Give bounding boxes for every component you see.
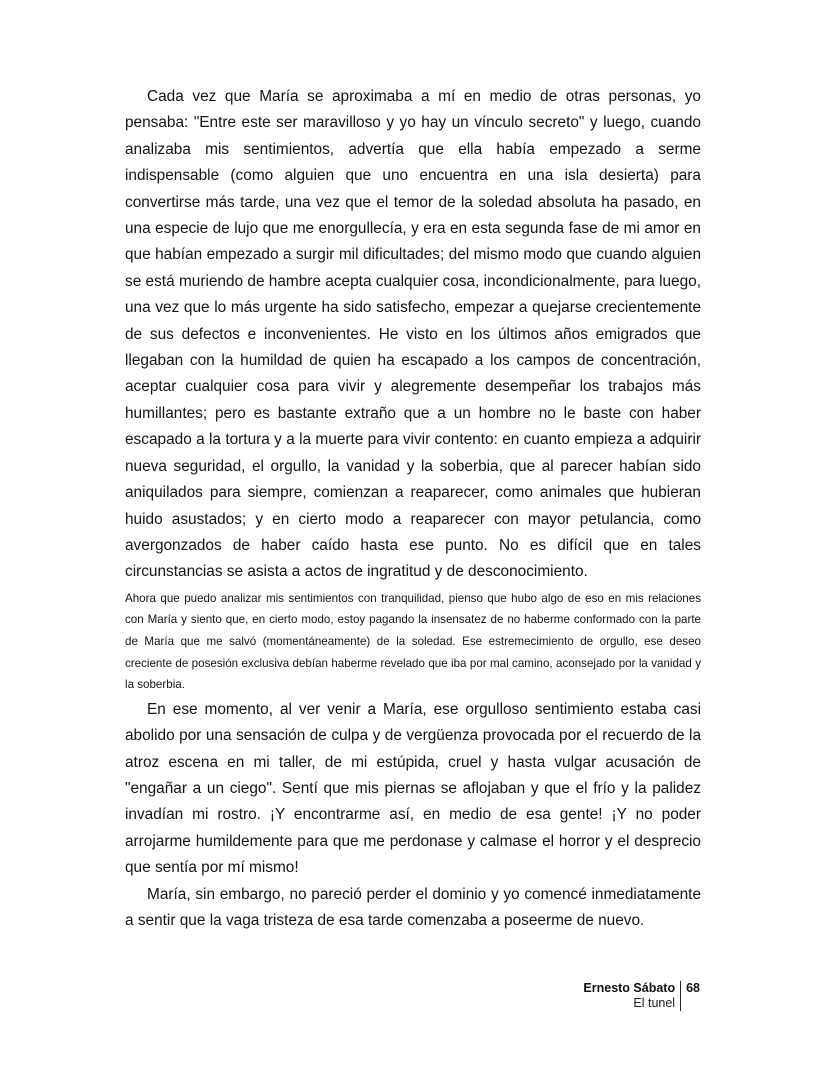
- paragraph-1: Cada vez que María se aproximaba a mí en medio de otras personas, yo pensaba: "Entre este ser maravilloso y yo hay un vínculo secreto" y luego, cuando analizaba mis sentimientos, advertía que ella había empezado a serme indispensable (como alguien que uno encuentra en una isla desierta) para convertirse más tarde, una vez que el temor de la soledad absoluta ha pasado, en una especie de lujo que me enorgullecía, y era en esta segunda fase de mi amor en que habían empezado a surgir mil dificultades; del mismo modo que cuando alguien se está muriendo de hambre acepta cualquier cosa, incondicionalmente, para luego, una vez que lo más urgente ha sido satisfecho, empezar a quejarse crecientemente de sus defectos e inconvenientes. He visto en los últimos años emigrados que llegaban con la humildad de quien ha escapado a los campos de concentración, aceptar cualquier cosa para vivir y alegremente desempeñar los trabajos más humillantes; pero es bastante extraño que a un hombre no le baste con haber escapado a la tortura y a la muerte para vivir contento: en cuanto empieza a adquirir nueva seguridad, el orgullo, la vanidad y la soberbia, que al parecer habían sido aniquilados para siempre, comienzan a reaparecer, como animales que hubieran huido asustados; y en cierto modo a reaparecer con mayor petulancia, como avergonzados de haber caído hasta ese punto. No es difícil que en tales circunstancias se asista a actos de ingratitud y de desconocimiento.: [125, 88, 701, 581]
- page-footer: [583, 981, 700, 1011]
- page-body: [125, 84, 701, 934]
- page-number: 68: [686, 981, 700, 995]
- paragraph-3: En ese momento, al ver venir a María, ese orgulloso sentimiento estaba casi abolido por una sensación de culpa y de vergüenza provocada por el recuerdo de la atroz escena en mi taller, de mi estúpida, cruel y hasta vulgar acusación de "engañar a un ciego". Sentí que mis piernas se aflojaban y que el frío y la palidez invadían mi rostro. ¡Y encontrarme así, en medio de esa gente! ¡Y no poder arrojarme humildemente para que me perdonase y calmase el horror y el desprecio que sentía por mí mismo!: [125, 700, 701, 877]
- footer-book-title: El tunel: [633, 996, 676, 1010]
- paragraph-2-small: Ahora que puedo analizar mis sentimientos con tranquilidad, pienso que hubo algo de eso en mis relaciones con María y siento que, en cierto modo, estoy pagando la insensatez de no haberme conformado con la parte de María que me salvó (momentáneamente) de la soledad. Ese estremecimiento de orgullo, ese deseo creciente de posesión exclusiva debían haberme revelado que iba por mal camino, aconsejado por la vanidad y la soberbia.: [125, 591, 701, 692]
- paragraph-4: María, sin embargo, no pareció perder el dominio y yo comencé inmediatamente a sentir que la vaga tristeza de esa tarde comenzaba a poseerme de nuevo.: [125, 885, 701, 929]
- footer-author: Ernesto Sábato: [583, 981, 676, 995]
- footer-attribution: [583, 981, 681, 1011]
